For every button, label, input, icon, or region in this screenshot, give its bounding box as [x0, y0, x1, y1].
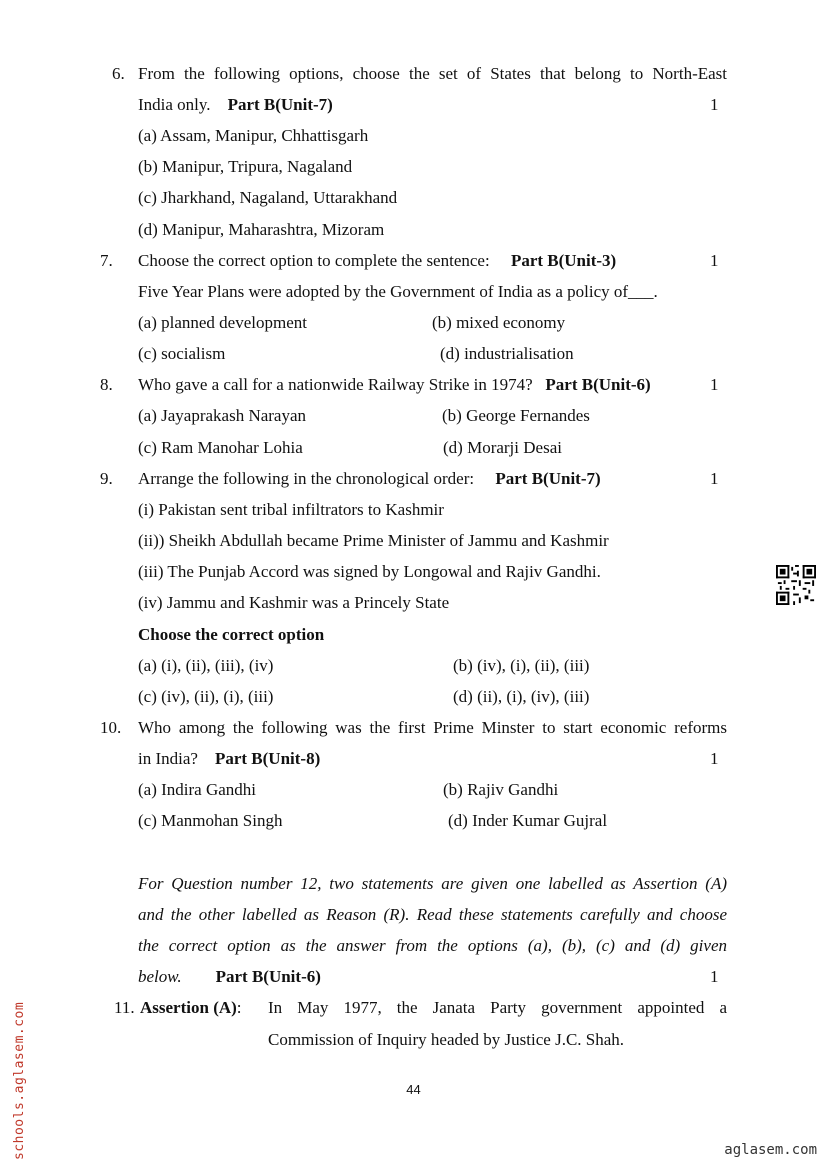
option-a: (a) planned development	[138, 313, 307, 332]
option-d: (d) industrialisation	[440, 344, 574, 363]
footer-watermark: aglasem.com	[724, 1142, 817, 1158]
instruction-line: the correct option as the answer from the options (a), (b), (c) and (d) given	[138, 936, 727, 955]
assertion-text: In May 1977, the Janata Party government appointed a	[268, 998, 727, 1017]
question-text-cont: in India?	[138, 749, 198, 768]
option: (a) Assam, Manipur, Chhattisgarh	[138, 126, 369, 145]
question-number: 10.	[100, 718, 122, 737]
question-number: 7.	[100, 251, 113, 270]
instruction-line: and the other labelled as Reason (R). Read these statements carefully and choose	[138, 905, 727, 924]
question-text-main: Who gave a call for a nationwide Railway Strike in 1974?	[138, 375, 533, 394]
option-d: (d) Inder Kumar Gujral	[448, 811, 608, 830]
marks: 1	[710, 251, 719, 270]
assertion-colon: :	[236, 998, 242, 1017]
page-number: 44	[406, 1082, 421, 1097]
option: (b) Manipur, Tripura, Nagaland	[138, 157, 353, 176]
assertion-label-text: Assertion (A)	[140, 998, 237, 1017]
part-label: Part B(Unit-3)	[510, 251, 617, 270]
part-label: Part B(Unit-7)	[495, 469, 601, 488]
question-number: 9.	[100, 469, 113, 488]
option-c: (c) Ram Manohar Lohia	[138, 438, 303, 457]
option-a: (a) Jayaprakash Narayan	[138, 406, 307, 425]
marks: 1	[710, 469, 719, 488]
question-text-main: Arrange the following in the chronological order:	[138, 469, 475, 488]
question-number: 8.	[100, 375, 113, 394]
option-d: (d) Morarji Desai	[443, 438, 562, 457]
option-b: (b) Rajiv Gandhi	[443, 780, 559, 799]
list-item: (i) Pakistan sent tribal infiltrators to Kashmir	[138, 500, 444, 519]
assertion-text: Commission of Inquiry headed by Justice J.C. Shah.	[268, 1030, 625, 1049]
list-item: (ii)) Sheikh Abdullah became Prime Minister of Jammu and Kashmir	[138, 531, 609, 550]
question-text-main: Choose the correct option to complete the sentence:	[138, 251, 490, 270]
question-text	[138, 469, 601, 489]
question-text	[138, 251, 616, 271]
part-label: Part B(Unit-7)	[227, 95, 333, 114]
option-b: (b) (iv), (i), (ii), (iii)	[453, 656, 590, 675]
choose-heading: Choose the correct option	[138, 625, 325, 644]
part-label: Part B(Unit-8)	[214, 749, 321, 768]
question-text: From the following options, choose the set of States that belong to North-East	[138, 64, 727, 83]
question-text-cont: India only.	[138, 95, 211, 114]
question-sentence: Five Year Plans were adopted by the Government of India as a policy of___.	[138, 282, 658, 301]
option: (d) Manipur, Maharashtra, Mizoram	[138, 220, 385, 239]
qr-code-icon	[776, 565, 816, 605]
part-label: Part B(Unit-6)	[215, 967, 321, 986]
marks: 1	[710, 967, 719, 986]
instruction-line: For Question number 12, two statements are given one labelled as Assertion (A)	[138, 874, 727, 893]
option: (c) Jharkhand, Nagaland, Uttarakhand	[138, 188, 398, 207]
question-text	[138, 95, 333, 115]
question-text	[138, 749, 320, 769]
question-number: 11.	[114, 998, 135, 1017]
option-a: (a) (i), (ii), (iii), (iv)	[138, 656, 274, 675]
instruction-end: below.	[138, 967, 182, 986]
option-d: (d) (ii), (i), (iv), (iii)	[453, 687, 590, 706]
option-b: (b) mixed economy	[432, 313, 566, 332]
instruction-line	[138, 967, 321, 987]
list-item: (iv) Jammu and Kashmir was a Princely State	[138, 593, 450, 612]
option-c: (c) Manmohan Singh	[138, 811, 283, 830]
assertion-label	[140, 998, 242, 1018]
option-b: (b) George Fernandes	[442, 406, 590, 425]
question-text: Who among the following was the first Prime Minster to start economic reforms	[138, 718, 727, 737]
side-watermark: schools.aglasem.com	[12, 1001, 27, 1160]
list-item: (iii) The Punjab Accord was signed by Longowal and Rajiv Gandhi.	[138, 562, 601, 581]
marks: 1	[710, 375, 719, 394]
marks: 1	[710, 749, 719, 768]
part-label: Part B(Unit-6)	[545, 375, 651, 394]
question-text	[138, 375, 651, 395]
option-c: (c) (iv), (ii), (i), (iii)	[138, 687, 274, 706]
option-c: (c) socialism	[138, 344, 226, 363]
marks: 1	[710, 95, 719, 114]
question-number: 6.	[112, 64, 125, 83]
option-a: (a) Indira Gandhi	[138, 780, 257, 799]
